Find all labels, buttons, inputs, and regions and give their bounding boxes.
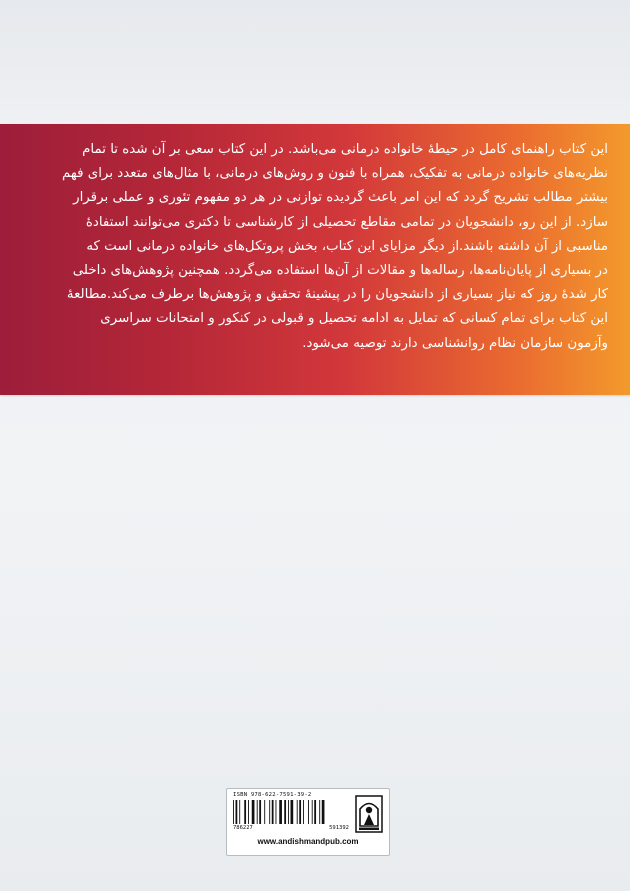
back-cover-blurb xyxy=(26,138,608,356)
blurb-line: نظریه‌های خانواده درمانی به تفکیک، همراه با فنون و روش‌های درمانی، با مثال‌های متعدد برای فهم xyxy=(61,166,608,182)
blurb-line: مناسبی از آن داشته باشند.از دیگر مزایای این کتاب، بخش پروتکل‌های خانواده درمانی است که xyxy=(86,238,608,254)
blurb-line: سازد. از این رو، دانشجویان در تمامی مقاطع تحصیلی از کارشناسی تا دکتری می‌توانند استفادهٔ xyxy=(85,214,608,230)
barcode-digits-left: 786227 xyxy=(233,825,253,831)
cover-background xyxy=(0,0,630,120)
barcode-digits xyxy=(233,825,349,831)
blurb-line: وآزمون سازمان نظام روانشناسی دارند توصیه می‌شود. xyxy=(302,335,608,351)
isbn-text: ISBN 978-622-7591-39-2 xyxy=(233,792,312,798)
barcode-label xyxy=(226,788,390,856)
barcode-icon xyxy=(232,800,350,824)
blurb-line: بیشتر مطالب تشریح گردد که این امر باعث گردیده توازنی در هر دو مفهوم تئوری و عملی برقرار xyxy=(73,190,608,206)
blurb-line: این کتاب راهنمای کامل در حیطهٔ خانواده درمانی می‌باشد. در این کتاب سعی بر آن شده تا تمام xyxy=(82,142,608,157)
publisher-logo-icon xyxy=(355,795,383,833)
blurb-line: در بسیاری از پایان‌نامه‌ها، رساله‌ها و مقالات از آن‌ها استفاده می‌گردد. همچنین پژوهش‌های داخلی xyxy=(72,263,608,279)
publisher-website: www.andishmandpub.com xyxy=(257,837,359,846)
blurb-line: کار شدهٔ روز که نیاز بسیاری از دانشجویان را در پیشینهٔ تحقیق و پژوهش‌ها برطرف می‌کند.مطالعهٔ xyxy=(66,287,608,303)
blurb-line: این کتاب برای تمام کسانی که تمایل به ادامه تحصیل و قبولی در کنکور و امتحانات سراسری xyxy=(100,311,608,327)
barcode-digits-right: 591392 xyxy=(329,825,349,831)
